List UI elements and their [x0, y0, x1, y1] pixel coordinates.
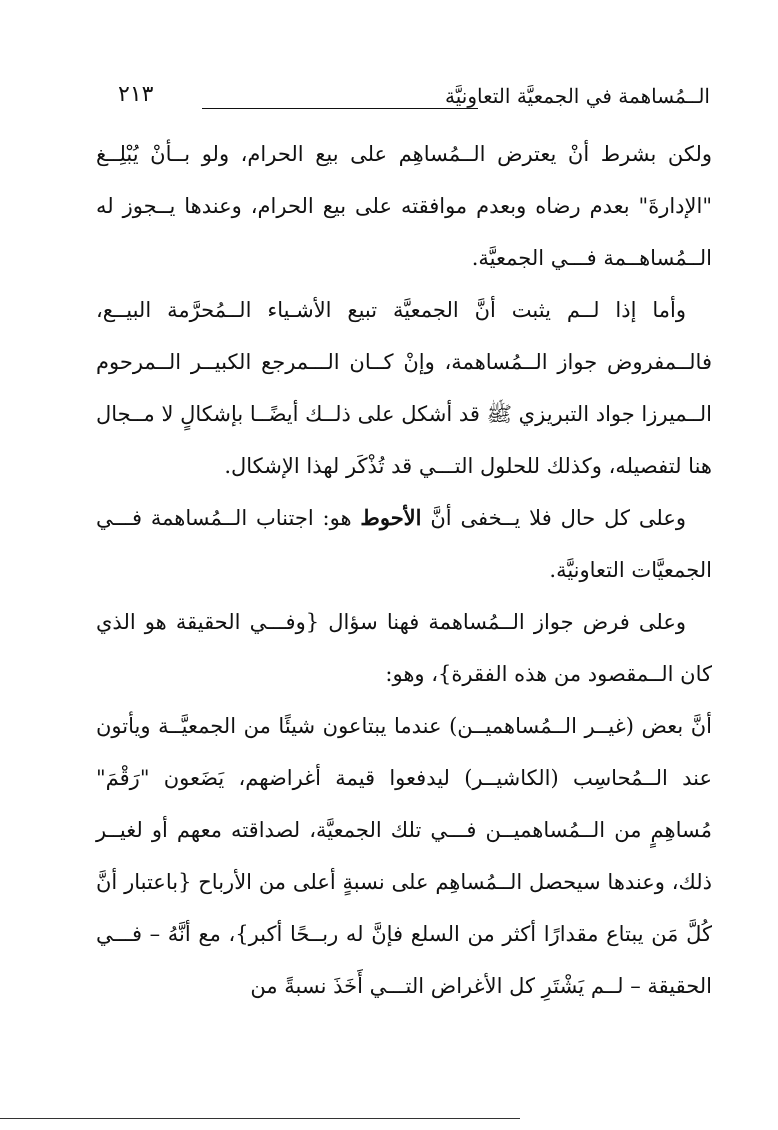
bold-term: الأحوط: [360, 505, 422, 530]
paragraph-2: وأما إذا لــم يثبت أنَّ الجمعيَّة تبيع الأشـياء الــمُحرَّمة البيــع، فالــمفروض جواز الــمُساهمة، وإنْ كــان الـــمرجع الكبيــر الــمرحوم الــميرزا جواد التبريزي ﷺ قد أشكل على ذلــك أيضًــا بإشكالٍ لا مــجال هنا لتفصيله، وكذلك للحلول التـــي قد تُذْكَر لهذا الإشكال.: [96, 298, 712, 478]
paragraph-3-text-after: هو: اجتناب الــمُساهمة فـــي الجمعيَّات التعاونيَّة.: [96, 506, 712, 582]
header-rule: [202, 108, 478, 109]
paragraph-1: ولكن بشرط أنْ يعترض الــمُساهِم على بيع الحرام، ولو بــأنْ يُبْلِــغ "الإدارةَ" بعدم رضاه وبعدم موافقته على بيع الحرام، وعندها يــجوز له الــمُساهــمة فـــي الجمعيَّة.: [96, 142, 712, 270]
paragraph-5: أنَّ بعض (غيــر الــمُساهميــن) عندما يبتاعون شيئًا من الجمعيَّــة ويأتون عند الــمُحاسِب (الكاشيــر) ليدفعوا قيمة أغراضهم، يَضَعون "رَقْمَ" مُساهِمٍ من الــمُساهميــن فـــي تلك الجمعيَّة، لصداقته معهم أو لغيــر ذلك، وعندها سيحصل الــمُساهِم على نسبةٍ أعلى من الأرباح {باعتبار أنَّ كُلَّ مَن يبتاع مقدارًا أكثر من السلع فإنَّ له ربــحًا أكبر}، مع أنَّهُ – فـــي الحقيقة – لــم يَشْتَرِ كل الأغراض التـــي أَخَذَ نسبةً من: [96, 714, 712, 998]
paragraph-4: وعلى فرض جواز الــمُساهمة فهنا سؤال {وفـــي الحقيقة هو الذي كان الــمقصود من هذه الفقرة}، وهو:: [96, 610, 712, 686]
page-number: ٢١٣: [118, 82, 154, 107]
paragraph-3-text-before: وعلى كل حال فلا يــخفى أنَّ: [421, 506, 687, 530]
paragraph-3: [96, 492, 712, 596]
footer-rule: [0, 1118, 520, 1119]
page-header: [110, 78, 710, 118]
body-text: [96, 128, 712, 1012]
running-title: الــمُساهمة في الجمعيَّة التعاونيَّة: [445, 84, 710, 108]
